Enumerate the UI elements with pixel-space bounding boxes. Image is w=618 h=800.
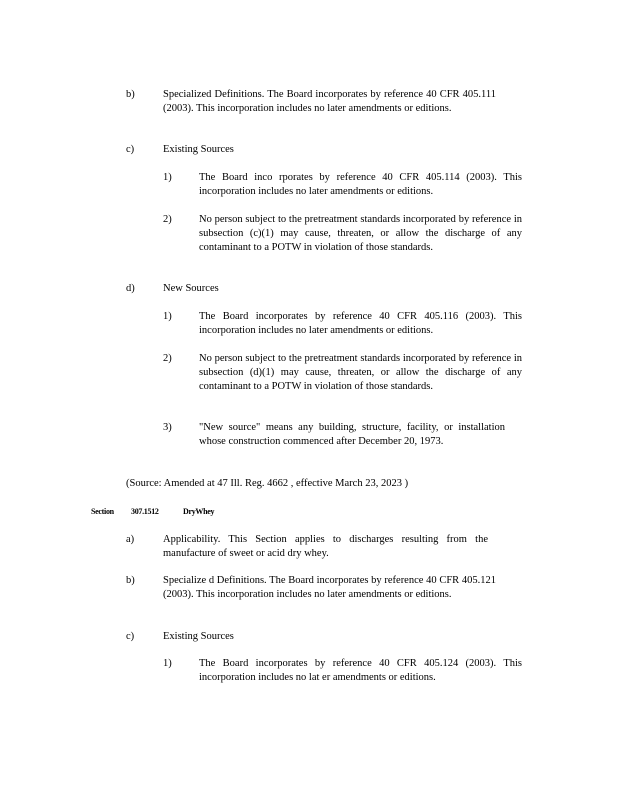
subsection-b-label: b) [126,89,135,100]
section-title: DryWhey [183,507,215,516]
subsection-c2-heading: Existing Sources [163,631,234,642]
subsection-b-text: Specialized Definitions. The Board incorporates by reference 40 CFR 405.111 (2003). This incorporation includes no later amendments or editions. [163,89,496,114]
subsection-c2-label: c) [126,631,135,642]
item-c1-text: The Board inco rporates by reference 40 CFR 405.114 (2003). This incorporation includes no later amendments or editions. [199,172,522,197]
item-c2-1-label: 1) [163,658,172,669]
subsection-a2-label: a) [126,534,135,545]
section-word: Section [91,507,114,516]
item-d1-label: 1) [163,311,172,322]
item-c1-label: 1) [163,172,172,183]
item-d1-text: The Board incorporates by reference 40 CFR 405.116 (2003). This incorporation includes no later amendments or editions. [199,311,522,336]
item-d3-label: 3) [163,422,172,433]
subsection-d-label: d) [126,283,135,294]
item-d2-label: 2) [163,353,172,364]
section-number: 307.1512 [131,507,159,516]
item-d3-text: "New source" means any building, structure, facility, or installation whose construction commenced after December 20, 1973. [199,422,505,447]
subsection-c-label: c) [126,144,135,155]
subsection-c-heading: Existing Sources [163,144,234,155]
subsection-b2-label: b) [126,575,135,586]
source-note: (Source: Amended at 47 Ill. Reg. 4662 , effective March 23, 2023 ) [126,478,409,489]
subsection-a2-text: Applicability. This Section applies to discharges resulting from the manufacture of sweet or acid dry whey. [163,534,488,559]
item-c2-text: No person subject to the pretreatment standards incorporated by reference in subsection (c)(1) may cause, threaten, or allow the discharge of any contaminant to a POTW in violation of those standards. [199,214,522,253]
subsection-b2-text: Specialize d Definitions. The Board incorporates by reference 40 CFR 405.121 (2003). This incorporation includes no later amendments or editions. [163,575,496,600]
subsection-d-heading: New Sources [163,283,219,294]
item-d2-text: No person subject to the pretreatment standards incorporated by reference in subsection (d)(1) may cause, threaten, or allow the discharge of any contaminant to a POTW in violation of those standards. [199,353,522,392]
item-c2-label: 2) [163,214,172,225]
item-c2-1-text: The Board incorporates by reference 40 CFR 405.124 (2003). This incorporation includes no lat er amendments or editions. [199,658,522,683]
